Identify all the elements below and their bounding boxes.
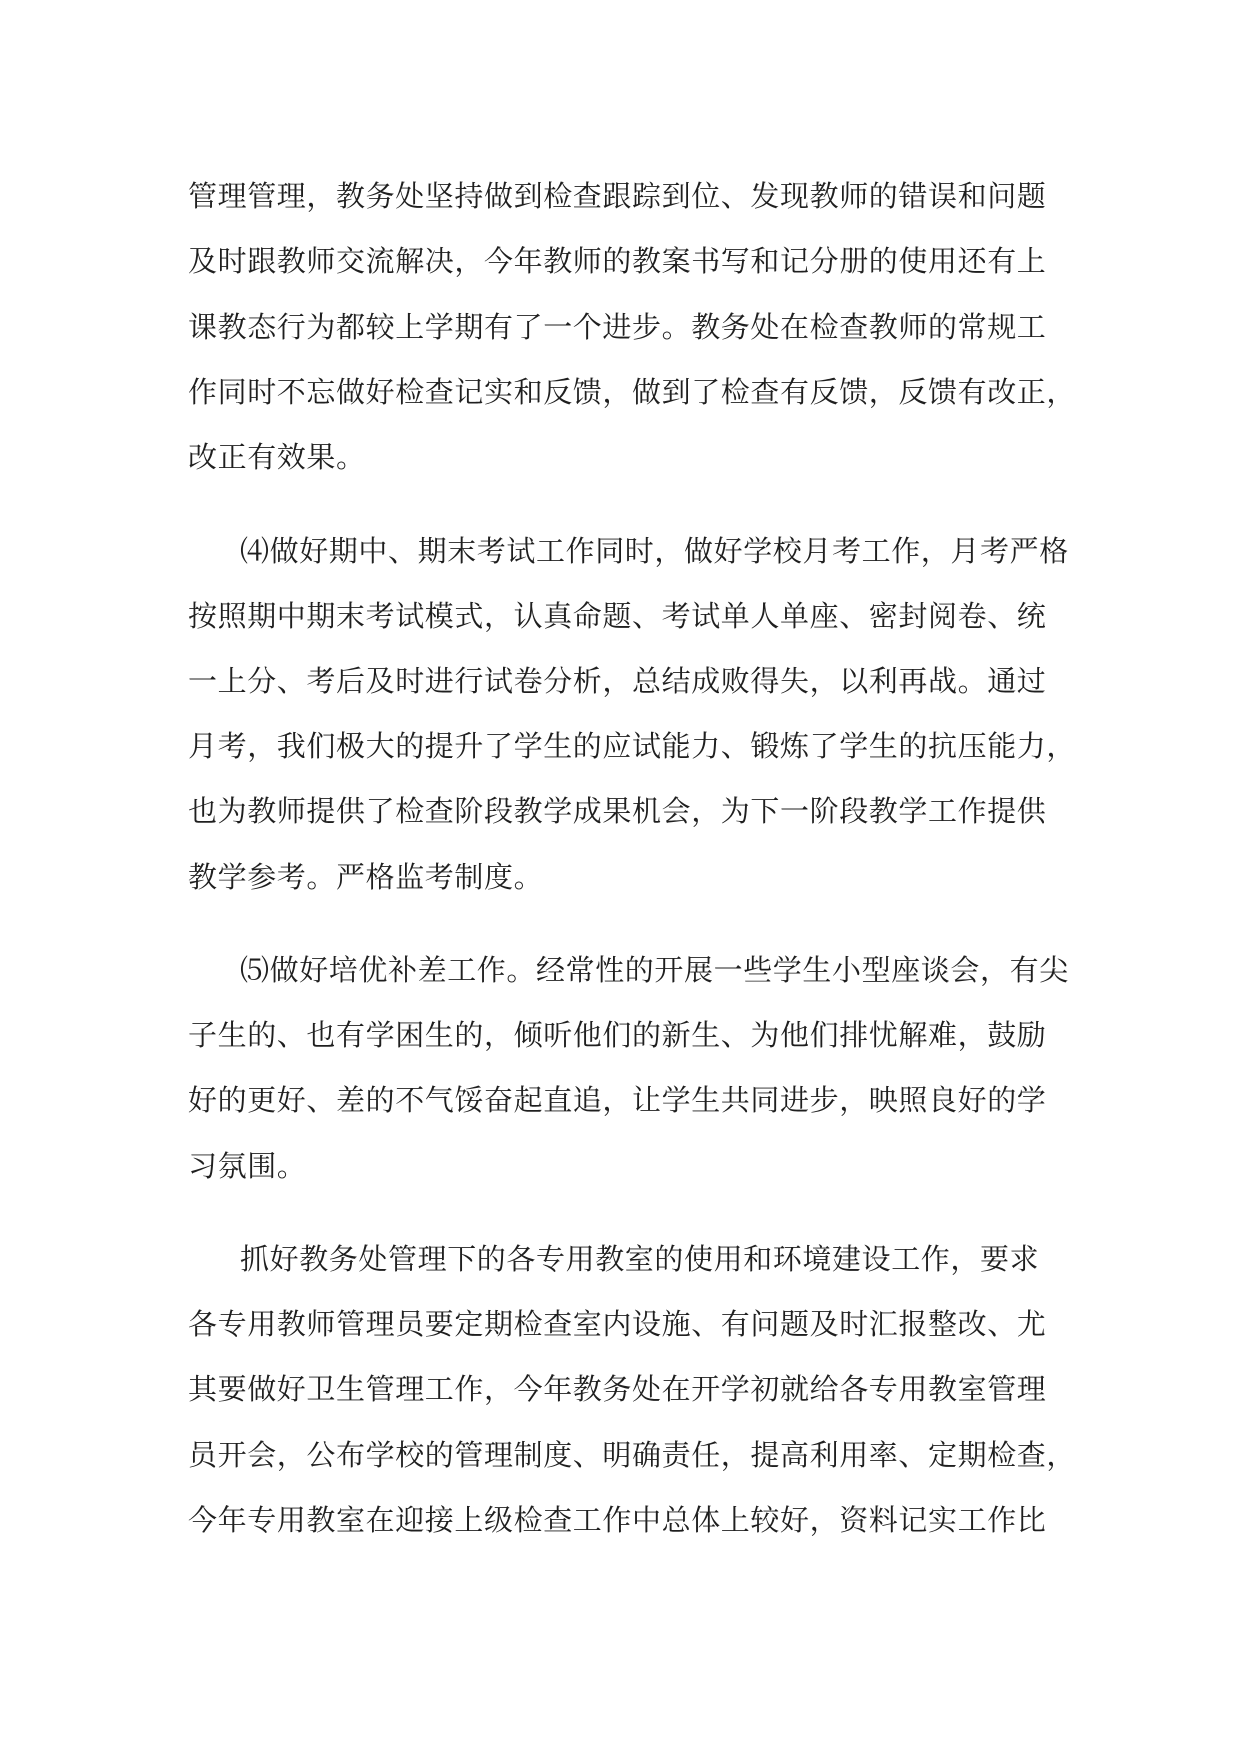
paragraph-start-item-5: ⑸做好培优补差工作。经常性的开展一些学生小型座谈会，有尖 [240, 953, 1069, 987]
text-line: 改正有效果。 [188, 440, 366, 474]
text-line: 教学参考。严格监考制度。 [188, 860, 544, 894]
text-line: 其要做好卫生管理工作，今年教务处在开学初就给各专用教室管理 [188, 1372, 1047, 1406]
paragraph-start-classrooms: 抓好教务处管理下的各专用教室的使用和环境建设工作，要求 [240, 1242, 1040, 1276]
text-line: 课教态行为都较上学期有了一个进步。教务处在检查教师的常规工 [188, 310, 1047, 344]
text-line: 员开会，公布学校的管理制度、明确责任，提高利用率、定期检查， [188, 1438, 1077, 1472]
text-line: 子生的、也有学困生的，倾听他们的新生、为他们排忧解难，鼓励 [188, 1018, 1047, 1052]
text-line: 按照期中期末考试模式，认真命题、考试单人单座、密封阅卷、统 [188, 599, 1047, 633]
text-line: 也为教师提供了检查阶段教学成果机会，为下一阶段教学工作提供 [188, 794, 1047, 828]
text-line: 及时跟教师交流解决，今年教师的教案书写和记分册的使用还有上 [188, 244, 1047, 278]
text-line: 习氛围。 [188, 1149, 307, 1183]
text-line: 各专用教师管理员要定期检查室内设施、有问题及时汇报整改、尤 [188, 1307, 1047, 1341]
text-line: 今年专用教室在迎接上级检查工作中总体上较好，资料记实工作比 [188, 1503, 1047, 1537]
text-line: 作同时不忘做好检查记实和反馈，做到了检查有反馈，反馈有改正， [188, 375, 1077, 409]
text-line: 好的更好、差的不气馁奋起直追，让学生共同进步，映照良好的学 [188, 1083, 1047, 1117]
text-line: 管理管理，教务处坚持做到检查跟踪到位、发现教师的错误和问题 [188, 179, 1047, 213]
paragraph-start-item-4: ⑷做好期中、期末考试工作同时，做好学校月考工作，月考严格 [240, 534, 1069, 568]
text-line: 月考，我们极大的提升了学生的应试能力、锻炼了学生的抗压能力， [188, 729, 1077, 763]
text-line: 一上分、考后及时进行试卷分析，总结成败得失，以利再战。通过 [188, 664, 1047, 698]
